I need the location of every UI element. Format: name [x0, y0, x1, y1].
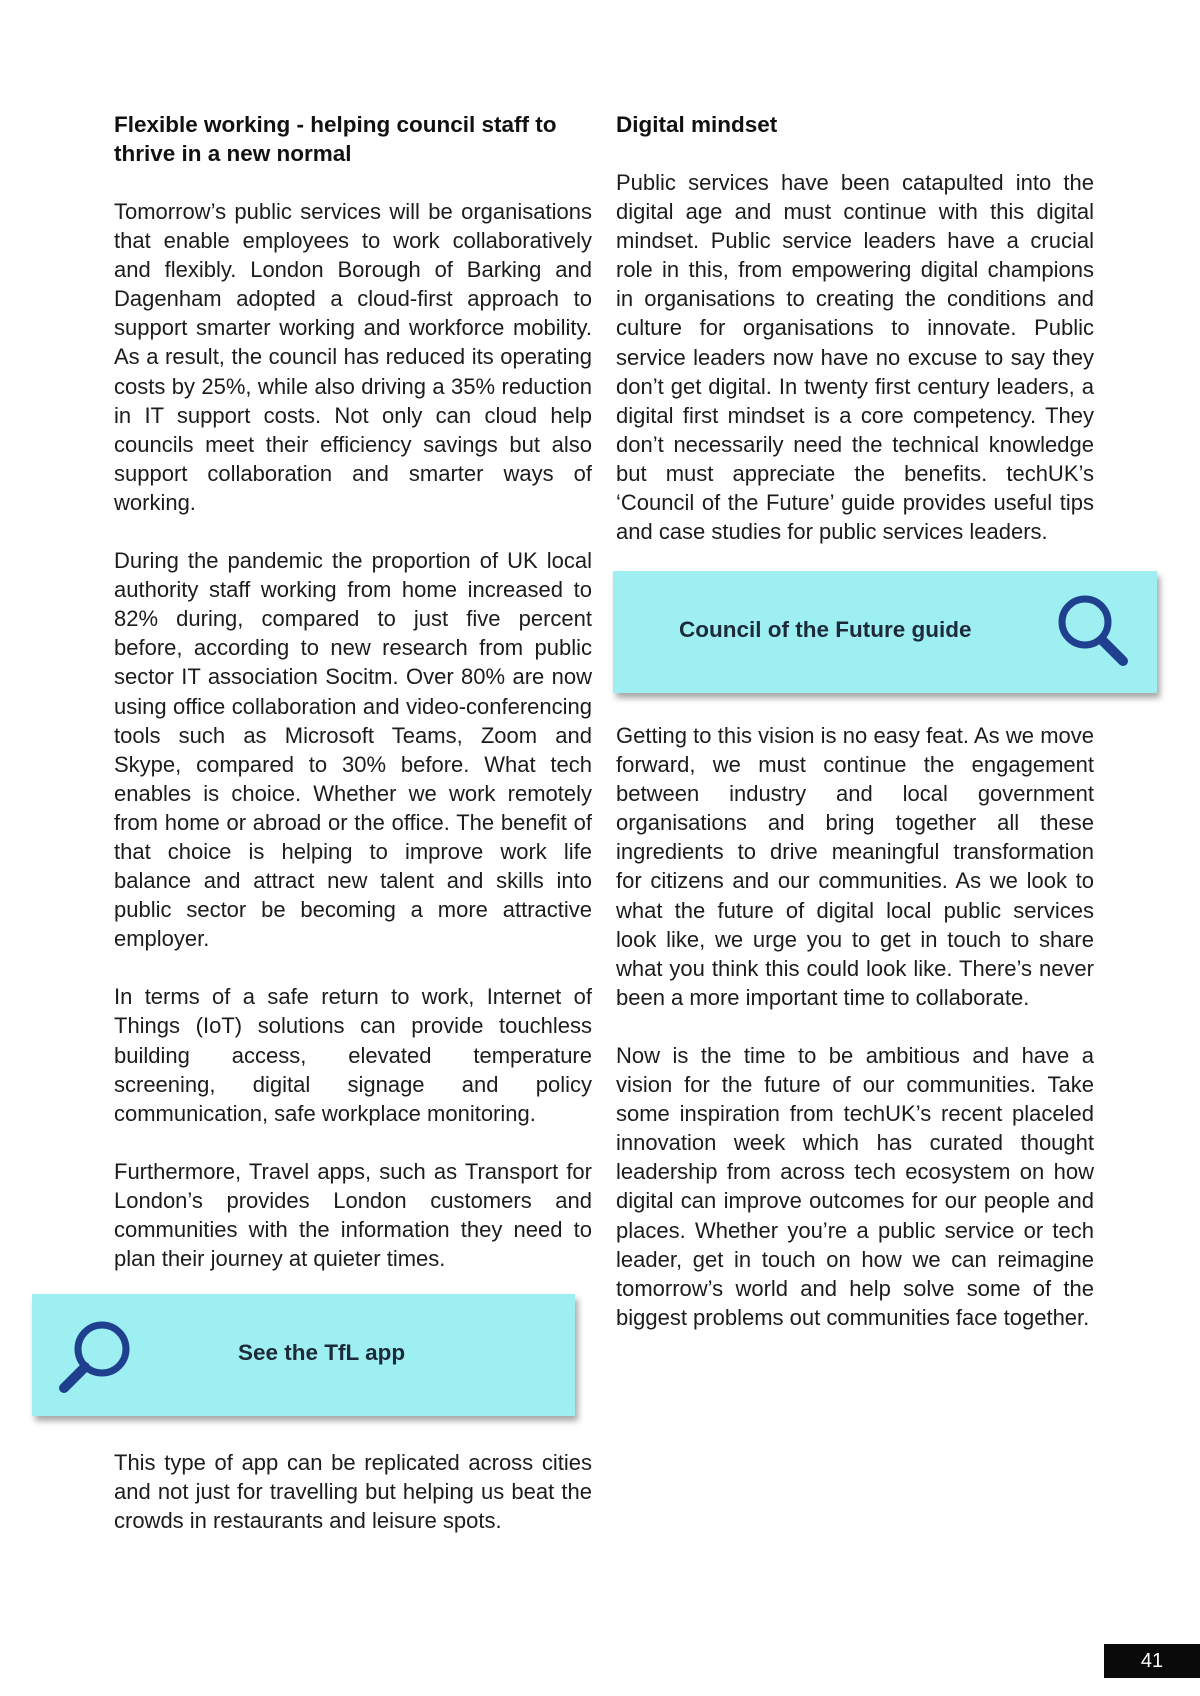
paragraph: In terms of a safe return to work, Internet of Things (IoT) solutions can provide touchless building access, elevated temperature screening, digital signage and policy communication, safe workplace monitoring.	[114, 984, 592, 1126]
see-tfl-app-label: See the TfL app	[238, 1340, 406, 1365]
see-tfl-app-button[interactable]	[32, 1294, 575, 1416]
paragraph: Now is the time to be ambitious and have a vision for the future of our communities. Take some inspiration from techUK’s recent placeled innovation week which has curated thought leadership from across tech ecosystem on how digital can improve outcomes for our people and places. Whether you’re a public service or tech leader, get in touch on how we can reimagine tomorrow’s world and help solve some of the biggest problems out communities face together.	[616, 1042, 1094, 1330]
left-column	[114, 110, 592, 1302]
section-heading-flexible-working: Flexible working - helping council staff to thrive in a new normal	[114, 112, 557, 166]
paragraph-after-cta: This type of app can be replicated across cities and not just for travelling but helping us beat the crowds in restaurants and leisure spots.	[114, 1450, 592, 1534]
paragraph: During the pandemic the proportion of UK local authority staff working from home increased to 82% during, compared to just five percent before, according to new research from public sector IT association Socitm. Over 80% are now using office collaboration and video-conferencing tools such as Microsoft Teams, Zoom and Skype, compared to 30% before. What tech enables is choice. Whether we work remotely from home or abroad or the office. The benefit of that choice is helping to improve work life balance and attract new talent and skills into public sector be becoming a more attractive employer.	[114, 548, 592, 952]
section-heading-digital-mindset: Digital mindset	[616, 112, 778, 137]
paragraph: Getting to this vision is no easy feat. As we move forward, we must continue the engagement between industry and local government organisations and bring together all these ingredients to drive meaningful transformation for citizens and our communities. As we look to what the future of digital local public services look like, we urge you to get in touch to share what you think this could look like. There’s never been a more important time to collaborate.	[616, 723, 1094, 1010]
paragraph: Public services have been catapulted into the digital age and must continue with this digital mindset. Public service leaders have a crucial role in this, from empowering digital champions in organisations to creating the conditions and culture for organisations to innovate. Public service leaders now have no excuse to say they don’t get digital. In twenty first century leaders, a digital first mindset is a core competency. They don’t necessarily need the technical knowledge but must appreciate the benefits. techUK’s ‘Council of the Future’ guide provides useful tips and case studies for public services leaders.	[616, 170, 1094, 545]
page-number: 41	[1104, 1644, 1200, 1678]
paragraph: Tomorrow’s public services will be organisations that enable employees to work collaboratively and flexibly. London Borough of Barking and Dagenham adopted a cloud-first approach to support smarter working and workforce mobility. As a result, the council has reduced its operating costs by 25%, while also driving a 35% reduction in IT support costs. Not only can cloud help councils meet their efficiency savings but also support collaboration and smarter ways of working.	[114, 199, 592, 515]
council-of-the-future-guide-button[interactable]	[613, 571, 1157, 693]
council-of-the-future-guide-label: Council of the Future guide	[679, 617, 972, 642]
right-column	[616, 110, 1094, 575]
search-icon	[1053, 589, 1133, 674]
search-icon	[56, 1314, 138, 1401]
paragraph: Furthermore, Travel apps, such as Transport for London’s provides London customers and communities with the information they need to plan their journey at quieter times.	[114, 1158, 592, 1272]
right-column-continued	[616, 721, 1094, 1361]
